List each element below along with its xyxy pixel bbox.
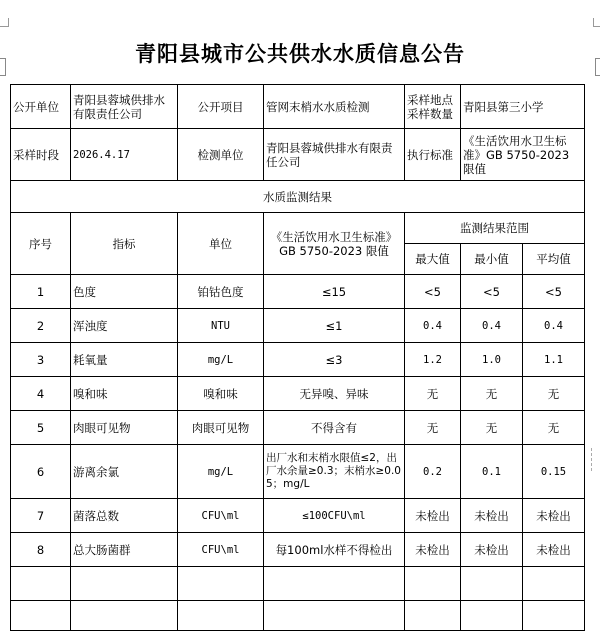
cell-avg: 无 xyxy=(523,377,585,411)
cell-indicator: 色度 xyxy=(71,275,178,309)
cell-min: 无 xyxy=(461,377,523,411)
cell-max: 未检出 xyxy=(405,533,461,567)
cell-unit: CFU\ml xyxy=(178,533,264,567)
publisher-label: 公开单位 xyxy=(11,85,71,129)
item-label: 公开项目 xyxy=(178,85,264,129)
table-row xyxy=(11,445,585,499)
cell-unit: CFU\ml xyxy=(178,499,264,533)
text-cursor-marker xyxy=(591,448,600,471)
cell-unit: NTU xyxy=(178,309,264,343)
publisher-value: 青阳县蓉城供排水有限责任公司 xyxy=(71,85,178,129)
cell-max: 无 xyxy=(405,377,461,411)
cell-limit: ≤3 xyxy=(264,343,405,377)
tester-value: 青阳县蓉城供排水有限责任公司 xyxy=(264,129,405,181)
header-max: 最大值 xyxy=(405,244,461,275)
cell-min: <5 xyxy=(461,275,523,309)
cell-min: 0.4 xyxy=(461,309,523,343)
cell-min: 未检出 xyxy=(461,499,523,533)
cell-no: 6 xyxy=(11,445,71,499)
cell-max: 0.2 xyxy=(405,445,461,499)
cell-avg: 未检出 xyxy=(523,533,585,567)
cell-avg: 未检出 xyxy=(523,499,585,533)
cell-max: <5 xyxy=(405,275,461,309)
header-no: 序号 xyxy=(11,213,71,275)
page-corner-mark-left xyxy=(0,18,9,27)
cell-no: 1 xyxy=(11,275,71,309)
cell-avg: 0.4 xyxy=(523,309,585,343)
table-row xyxy=(11,411,585,445)
header-limit: 《生活饮用水卫生标准》GB 5750-2023 限值 xyxy=(264,213,405,275)
cell-min: 0.1 xyxy=(461,445,523,499)
info-row-1 xyxy=(11,85,585,129)
standard-label: 执行标准 xyxy=(405,129,461,181)
cell-min: 未检出 xyxy=(461,533,523,567)
site-value: 青阳县第三小学 xyxy=(461,85,585,129)
table-row xyxy=(11,499,585,533)
document-title: 青阳县城市公共供水水质信息公告 xyxy=(135,42,465,66)
header-unit: 单位 xyxy=(178,213,264,275)
cell-min: 1.0 xyxy=(461,343,523,377)
cell-avg: <5 xyxy=(523,275,585,309)
empty-row xyxy=(11,567,585,601)
cell-limit: 每100ml水样不得检出 xyxy=(264,533,405,567)
cell-avg: 无 xyxy=(523,411,585,445)
empty-row xyxy=(11,601,585,631)
table-row xyxy=(11,343,585,377)
cell-indicator: 菌落总数 xyxy=(71,499,178,533)
cell-indicator: 嗅和味 xyxy=(71,377,178,411)
cell-indicator: 肉眼可见物 xyxy=(71,411,178,445)
cell-max: 未检出 xyxy=(405,499,461,533)
cell-max: 无 xyxy=(405,411,461,445)
cell-limit: 不得含有 xyxy=(264,411,405,445)
standard-value: 《生活饮用水卫生标准》GB 5750-2023 限值 xyxy=(461,129,585,181)
header-row-1 xyxy=(11,213,585,244)
cell-no: 8 xyxy=(11,533,71,567)
time-label: 采样时段 xyxy=(11,129,71,181)
cell-no: 3 xyxy=(11,343,71,377)
cell-no: 5 xyxy=(11,411,71,445)
header-avg: 平均值 xyxy=(523,244,585,275)
results-title-row xyxy=(11,181,585,213)
cell-indicator: 耗氧量 xyxy=(71,343,178,377)
tester-label: 检测单位 xyxy=(178,129,264,181)
cell-limit: ≤15 xyxy=(264,275,405,309)
info-row-2 xyxy=(11,129,585,181)
cell-indicator: 总大肠菌群 xyxy=(71,533,178,567)
cell-unit: 嗅和味 xyxy=(178,377,264,411)
header-range: 监测结果范围 xyxy=(405,213,585,244)
results-title: 水质监测结果 xyxy=(11,181,585,213)
cell-no: 7 xyxy=(11,499,71,533)
cell-limit: ≤100CFU\ml xyxy=(264,499,405,533)
cell-avg: 1.1 xyxy=(523,343,585,377)
cell-max: 0.4 xyxy=(405,309,461,343)
page-corner-mark-right xyxy=(593,18,600,27)
table-row xyxy=(11,533,585,567)
cell-limit: ≤1 xyxy=(264,309,405,343)
water-quality-table xyxy=(10,84,585,631)
cell-no: 4 xyxy=(11,377,71,411)
cell-min: 无 xyxy=(461,411,523,445)
header-indicator: 指标 xyxy=(71,213,178,275)
cell-indicator: 游离余氯 xyxy=(71,445,178,499)
cell-unit: mg/L xyxy=(178,445,264,499)
cell-indicator: 浑浊度 xyxy=(71,309,178,343)
header-min: 最小值 xyxy=(461,244,523,275)
cell-unit: mg/L xyxy=(178,343,264,377)
cell-unit: 肉眼可见物 xyxy=(178,411,264,445)
cell-max: 1.2 xyxy=(405,343,461,377)
table-row xyxy=(11,377,585,411)
cell-unit: 铂钴色度 xyxy=(178,275,264,309)
cell-limit: 出厂水和末梢水限值≤2，出厂水余量≥0.3；末梢水≥0.05；mg/L xyxy=(264,445,405,499)
table-row xyxy=(11,275,585,309)
time-value: 2026.4.17 xyxy=(71,129,178,181)
item-value: 管网末梢水水质检测 xyxy=(264,85,405,129)
table-row xyxy=(11,309,585,343)
cell-avg: 0.15 xyxy=(523,445,585,499)
site-label: 采样地点采样数量 xyxy=(405,85,461,129)
cell-no: 2 xyxy=(11,309,71,343)
cell-limit: 无异嗅、异味 xyxy=(264,377,405,411)
